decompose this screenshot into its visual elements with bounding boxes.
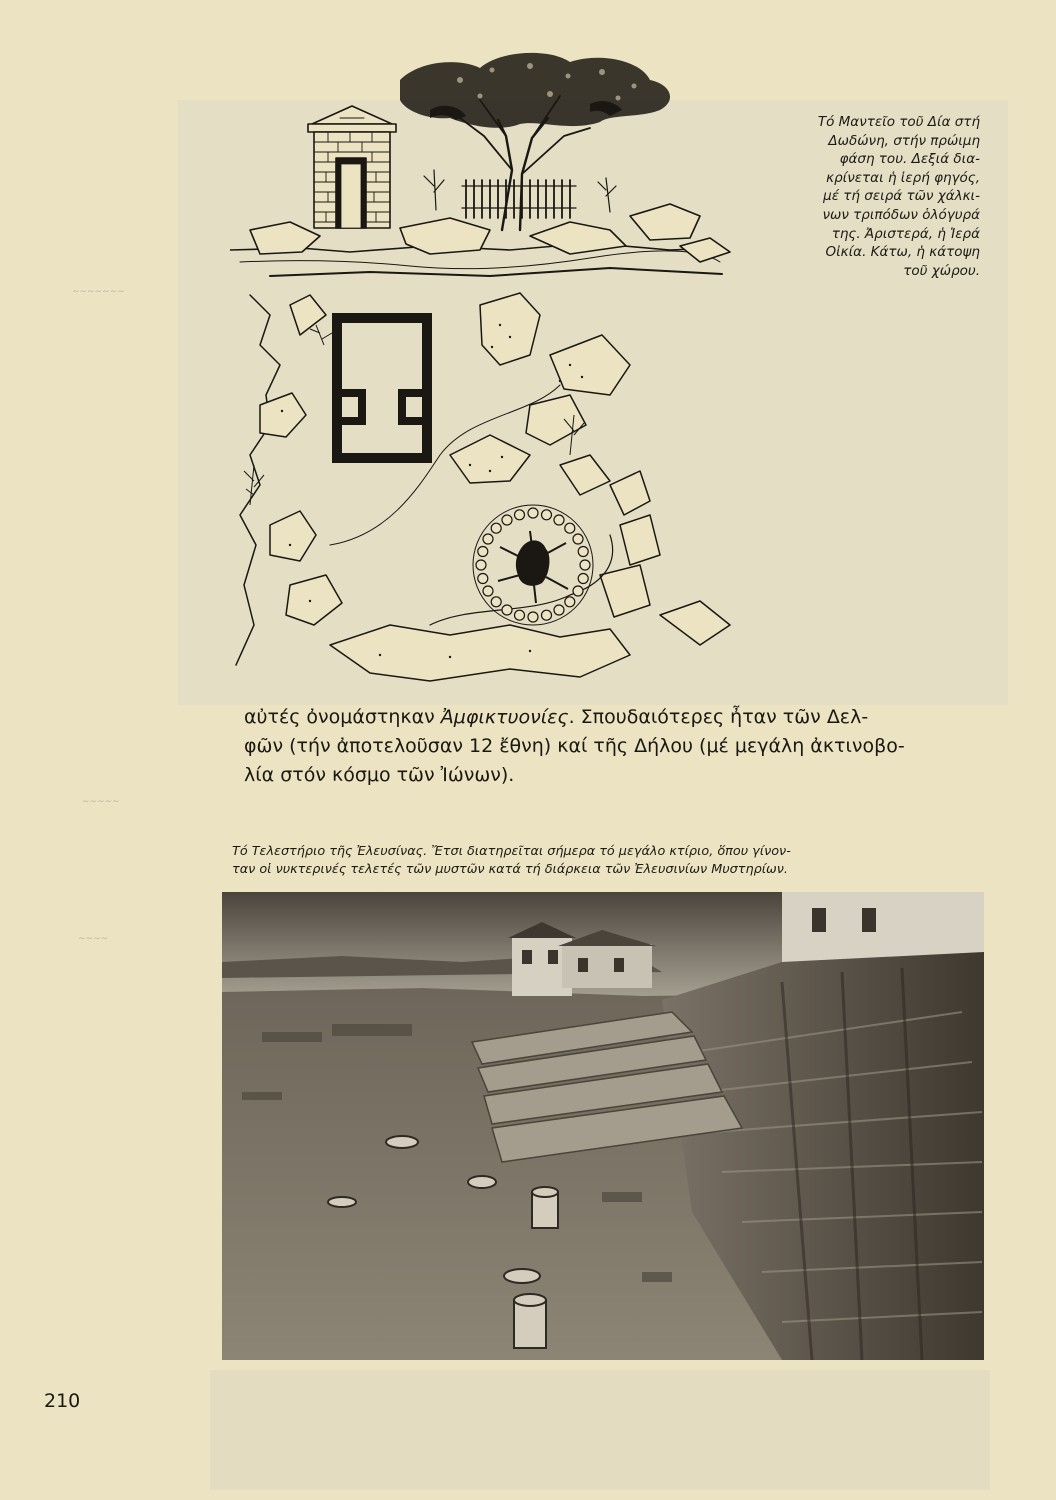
body-line-3: λία στόν κόσμο τῶν Ἰώνων).: [244, 764, 515, 786]
tripod-ring-mark: [491, 523, 501, 533]
body-line-1: [244, 703, 984, 732]
photo-caption-line-2: ταν οἱ νυκτερινές τελετές τῶν μυστῶν κατά τή διάρκεια τῶν Ἐλευσινίων Μυστηρίων.: [232, 862, 788, 877]
tripod-ring-mark: [476, 560, 486, 570]
tripod-ring-mark: [554, 515, 564, 525]
dodona-site-plan-illustration: [230, 285, 780, 695]
body-text-paragraph: [244, 703, 984, 790]
tripod-ring-mark: [483, 534, 493, 544]
tripod-ring-mark: [491, 597, 501, 607]
tripod-ring-mark: [565, 597, 575, 607]
ghost-margin-mark: ∼∼∼∼∼: [82, 797, 120, 807]
photo-caption-line-1: Τό Τελεστήριο τῆς Ἐλευσίνας. Ἔτσι διατηρεῖται σήμερα τό μεγάλο κτίριο, ὅπου γίνον-: [232, 844, 791, 859]
tripod-ring-mark: [580, 560, 590, 570]
page-number: 210: [44, 1390, 81, 1412]
ghost-margin-mark: ∼∼∼∼: [78, 934, 109, 944]
top-figure-caption: Τό Μαντεῖο τοῦ Δία στή Δωδώνη, στήν πρώιμη φάση του. Δεξιά δια- κρίνεται ἡ ἱερή φηγός, μέ τή σειρά τῶν χάλκι- νων τριπόδων ὁλόγυρά της. Ἀριστερά, ἡ Ἱερά Οἰκία. Κάτω, ἡ κάτοψη τοῦ χώρου.: [817, 114, 980, 279]
body-line-2: φῶν (τήν ἀποτελοῦσαν 12 ἔθνη) καί τῆς Δήλου (μέ μεγάλη ἀκτινοβο-: [244, 735, 905, 757]
tripod-ring-mark: [578, 574, 588, 584]
tripod-ring-mark: [528, 508, 538, 518]
dodona-oracle-illustration: [230, 40, 770, 290]
body-line-1-start: αὐτές ὀνομάστηκαν: [244, 706, 441, 728]
body-line-1-end: . Σπουδαιότερες ἦταν τῶν Δελ-: [568, 706, 869, 728]
tripod-ring-mark: [554, 605, 564, 615]
tripod-ring-mark: [478, 547, 488, 557]
tripod-ring-mark: [573, 586, 583, 596]
ghost-margin-mark: ∼∼∼∼∼∼∼: [72, 287, 125, 297]
tripod-ring-mark: [542, 610, 552, 620]
tripod-ring-mark: [578, 547, 588, 557]
telesterion-photograph: [222, 892, 984, 1360]
tripod-ring-mark: [528, 612, 538, 622]
tripod-ring-mark: [502, 605, 512, 615]
amphictyonies-term: Ἀμφικτυονίες: [440, 706, 569, 728]
show-through-bleed-lower: [210, 1370, 990, 1490]
photo-caption: [232, 843, 984, 879]
tripod-ring-mark: [502, 515, 512, 525]
tripod-ring-mark: [515, 510, 525, 520]
tripod-ring-mark: [483, 586, 493, 596]
tripod-ring-mark: [478, 574, 488, 584]
tripod-ring-mark: [573, 534, 583, 544]
tripod-ring-mark: [542, 510, 552, 520]
tripod-ring-mark: [515, 610, 525, 620]
tripod-ring-mark: [565, 523, 575, 533]
